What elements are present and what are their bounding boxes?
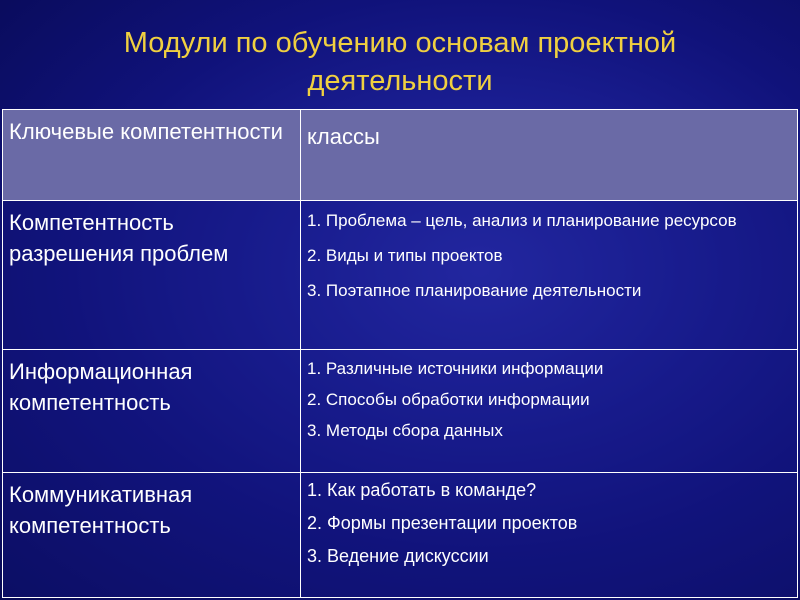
header-key-cell: Ключевые компетентности — [3, 110, 301, 201]
slide-title — [0, 24, 800, 100]
row-topic-cell — [301, 473, 798, 598]
table-row — [3, 350, 798, 473]
table-row — [3, 201, 798, 350]
modules-table — [2, 109, 798, 598]
topic-item: 2. Виды и типы проектов — [307, 246, 503, 265]
header-topic-cell: классы — [301, 110, 798, 201]
table-header-row — [3, 110, 798, 201]
topic-item: 2. Формы презентации проектов — [307, 513, 578, 533]
topic-item: 3. Поэтапное планирование деятельности — [307, 281, 642, 300]
topic-item: 3. Ведение дискуссии — [307, 546, 489, 566]
slide-title-line-1: Модули по обучению основам проектной — [123, 27, 677, 59]
topic-item: 1. Как работать в команде? — [307, 480, 537, 500]
topic-item: 1. Различные источники информации — [307, 359, 604, 378]
slide-title-line-2: деятельности — [307, 65, 493, 97]
row-key-cell: Коммуникативная компетентность — [3, 473, 301, 598]
table-row — [3, 473, 798, 598]
row-key-cell: Компетентность разрешения проблем — [3, 201, 301, 350]
topic-item: 1. Проблема – цель, анализ и планирование ресурсов — [307, 211, 737, 230]
topic-item: 3. Методы сбора данных — [307, 421, 503, 440]
row-topic-cell — [301, 350, 798, 473]
row-topic-cell — [301, 201, 798, 350]
topic-item: 2. Способы обработки информации — [307, 390, 590, 409]
row-key-cell: Информационная компетентность — [3, 350, 301, 473]
